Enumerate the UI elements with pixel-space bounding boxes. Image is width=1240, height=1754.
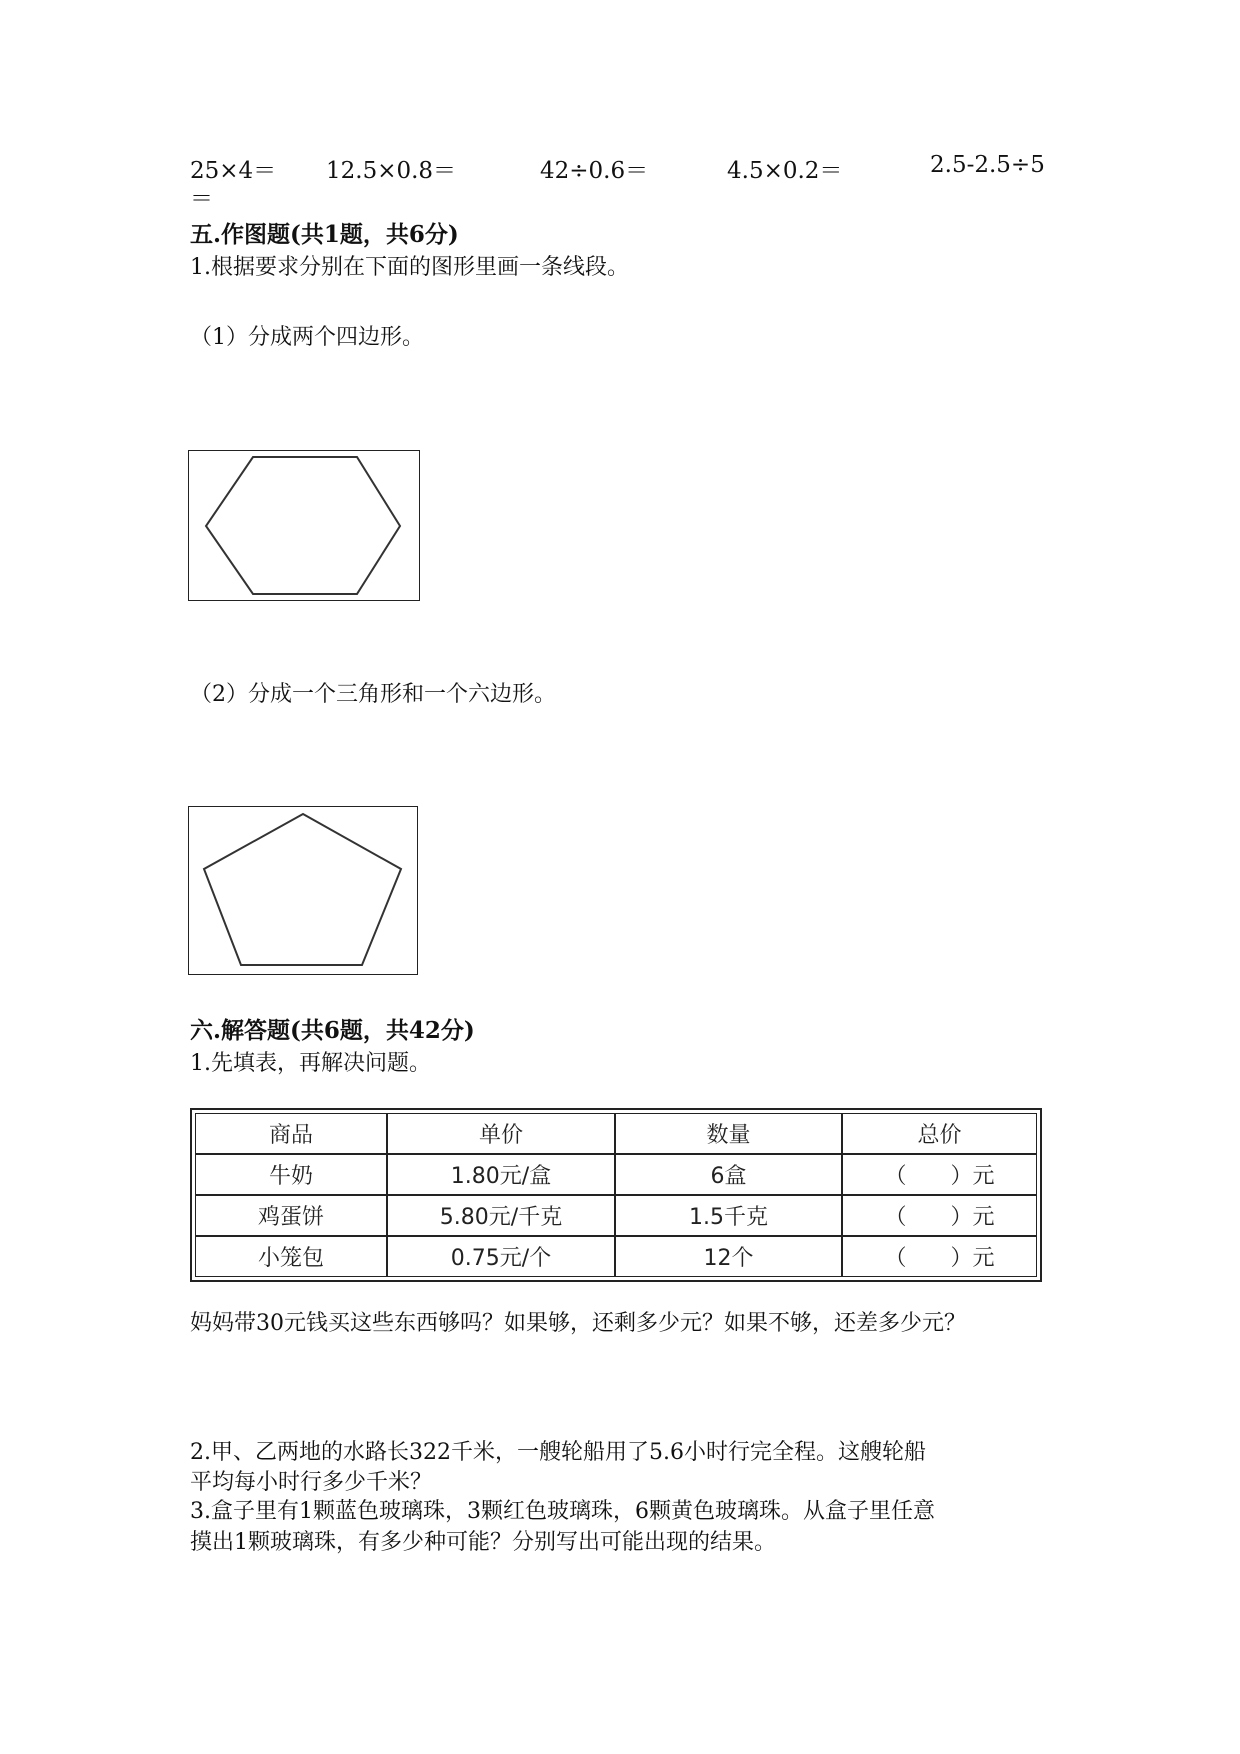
hexagon-figure[interactable] (188, 450, 420, 601)
calc-1: 25×4＝ (190, 158, 277, 184)
table-cell-item: 鸡蛋饼 (195, 1195, 387, 1236)
table-cell-item: 小笼包 (195, 1236, 387, 1277)
table-cell-total-blank[interactable]: （ ）元 (842, 1154, 1037, 1195)
table-row (195, 1195, 1037, 1236)
calc-4: 4.5×0.2＝ (727, 158, 843, 184)
hexagon-shape (189, 451, 421, 602)
section6-title: 六.解答题(共6题，共42分) (190, 1017, 475, 1044)
section5-question-1: 1.根据要求分别在下面的图形里画一条线段。 (190, 255, 629, 280)
table-cell-total-blank[interactable]: （ ）元 (842, 1195, 1037, 1236)
calc-2: 12.5×0.8＝ (326, 158, 457, 184)
section6-question-3-line-2: 摸出1颗玻璃珠，有多少种可能？分别写出可能出现的结果。 (190, 1530, 776, 1555)
section6-question-3-line-1: 3.盒子里有1颗蓝色玻璃珠，3颗红色玻璃珠，6颗黄色玻璃珠。从盒子里任意 (190, 1499, 935, 1524)
table-header-cell: 单价 (387, 1113, 615, 1154)
table-header-cell: 总价 (842, 1113, 1037, 1154)
section5-sub-question-2: （2）分成一个三角形和一个六边形。 (190, 682, 556, 707)
table-row (195, 1154, 1037, 1195)
section6-question-2-line-1: 2.甲、乙两地的水路长322千米，一艘轮船用了5.6小时行完全程。这艘轮船 (190, 1440, 926, 1465)
table-header-row (195, 1113, 1037, 1154)
table-cell-price: 5.80元/千克 (387, 1195, 615, 1236)
section6-question-1: 1.先填表，再解决问题。 (190, 1051, 431, 1076)
table-cell-price: 0.75元/个 (387, 1236, 615, 1277)
table-cell-quantity: 1.5千克 (615, 1195, 842, 1236)
calc-5: 2.5-2.5÷5 (930, 152, 1045, 178)
pentagon-shape (189, 807, 419, 976)
section5-sub-question-1: （1）分成两个四边形。 (190, 325, 424, 350)
pentagon-figure[interactable] (188, 806, 418, 975)
table-cell-quantity: 12个 (615, 1236, 842, 1277)
calc-5-equals: ＝ (190, 186, 213, 212)
table-cell-price: 1.80元/盒 (387, 1154, 615, 1195)
table-header-cell: 商品 (195, 1113, 387, 1154)
section5-title: 五.作图题(共1题，共6分) (190, 221, 459, 248)
table-row (195, 1236, 1037, 1277)
section6-question-2-line-2: 平均每小时行多少千米？ (190, 1470, 433, 1495)
calc-3: 42÷0.6＝ (540, 158, 649, 184)
table-header-cell: 数量 (615, 1113, 842, 1154)
table-cell-quantity: 6盒 (615, 1154, 842, 1195)
price-table (190, 1108, 1042, 1282)
table-cell-item: 牛奶 (195, 1154, 387, 1195)
table-cell-total-blank[interactable]: （ ）元 (842, 1236, 1037, 1277)
section6-question-1-prompt: 妈妈带30元钱买这些东西够吗？如果够，还剩多少元？如果不够，还差多少元？ (190, 1311, 966, 1336)
